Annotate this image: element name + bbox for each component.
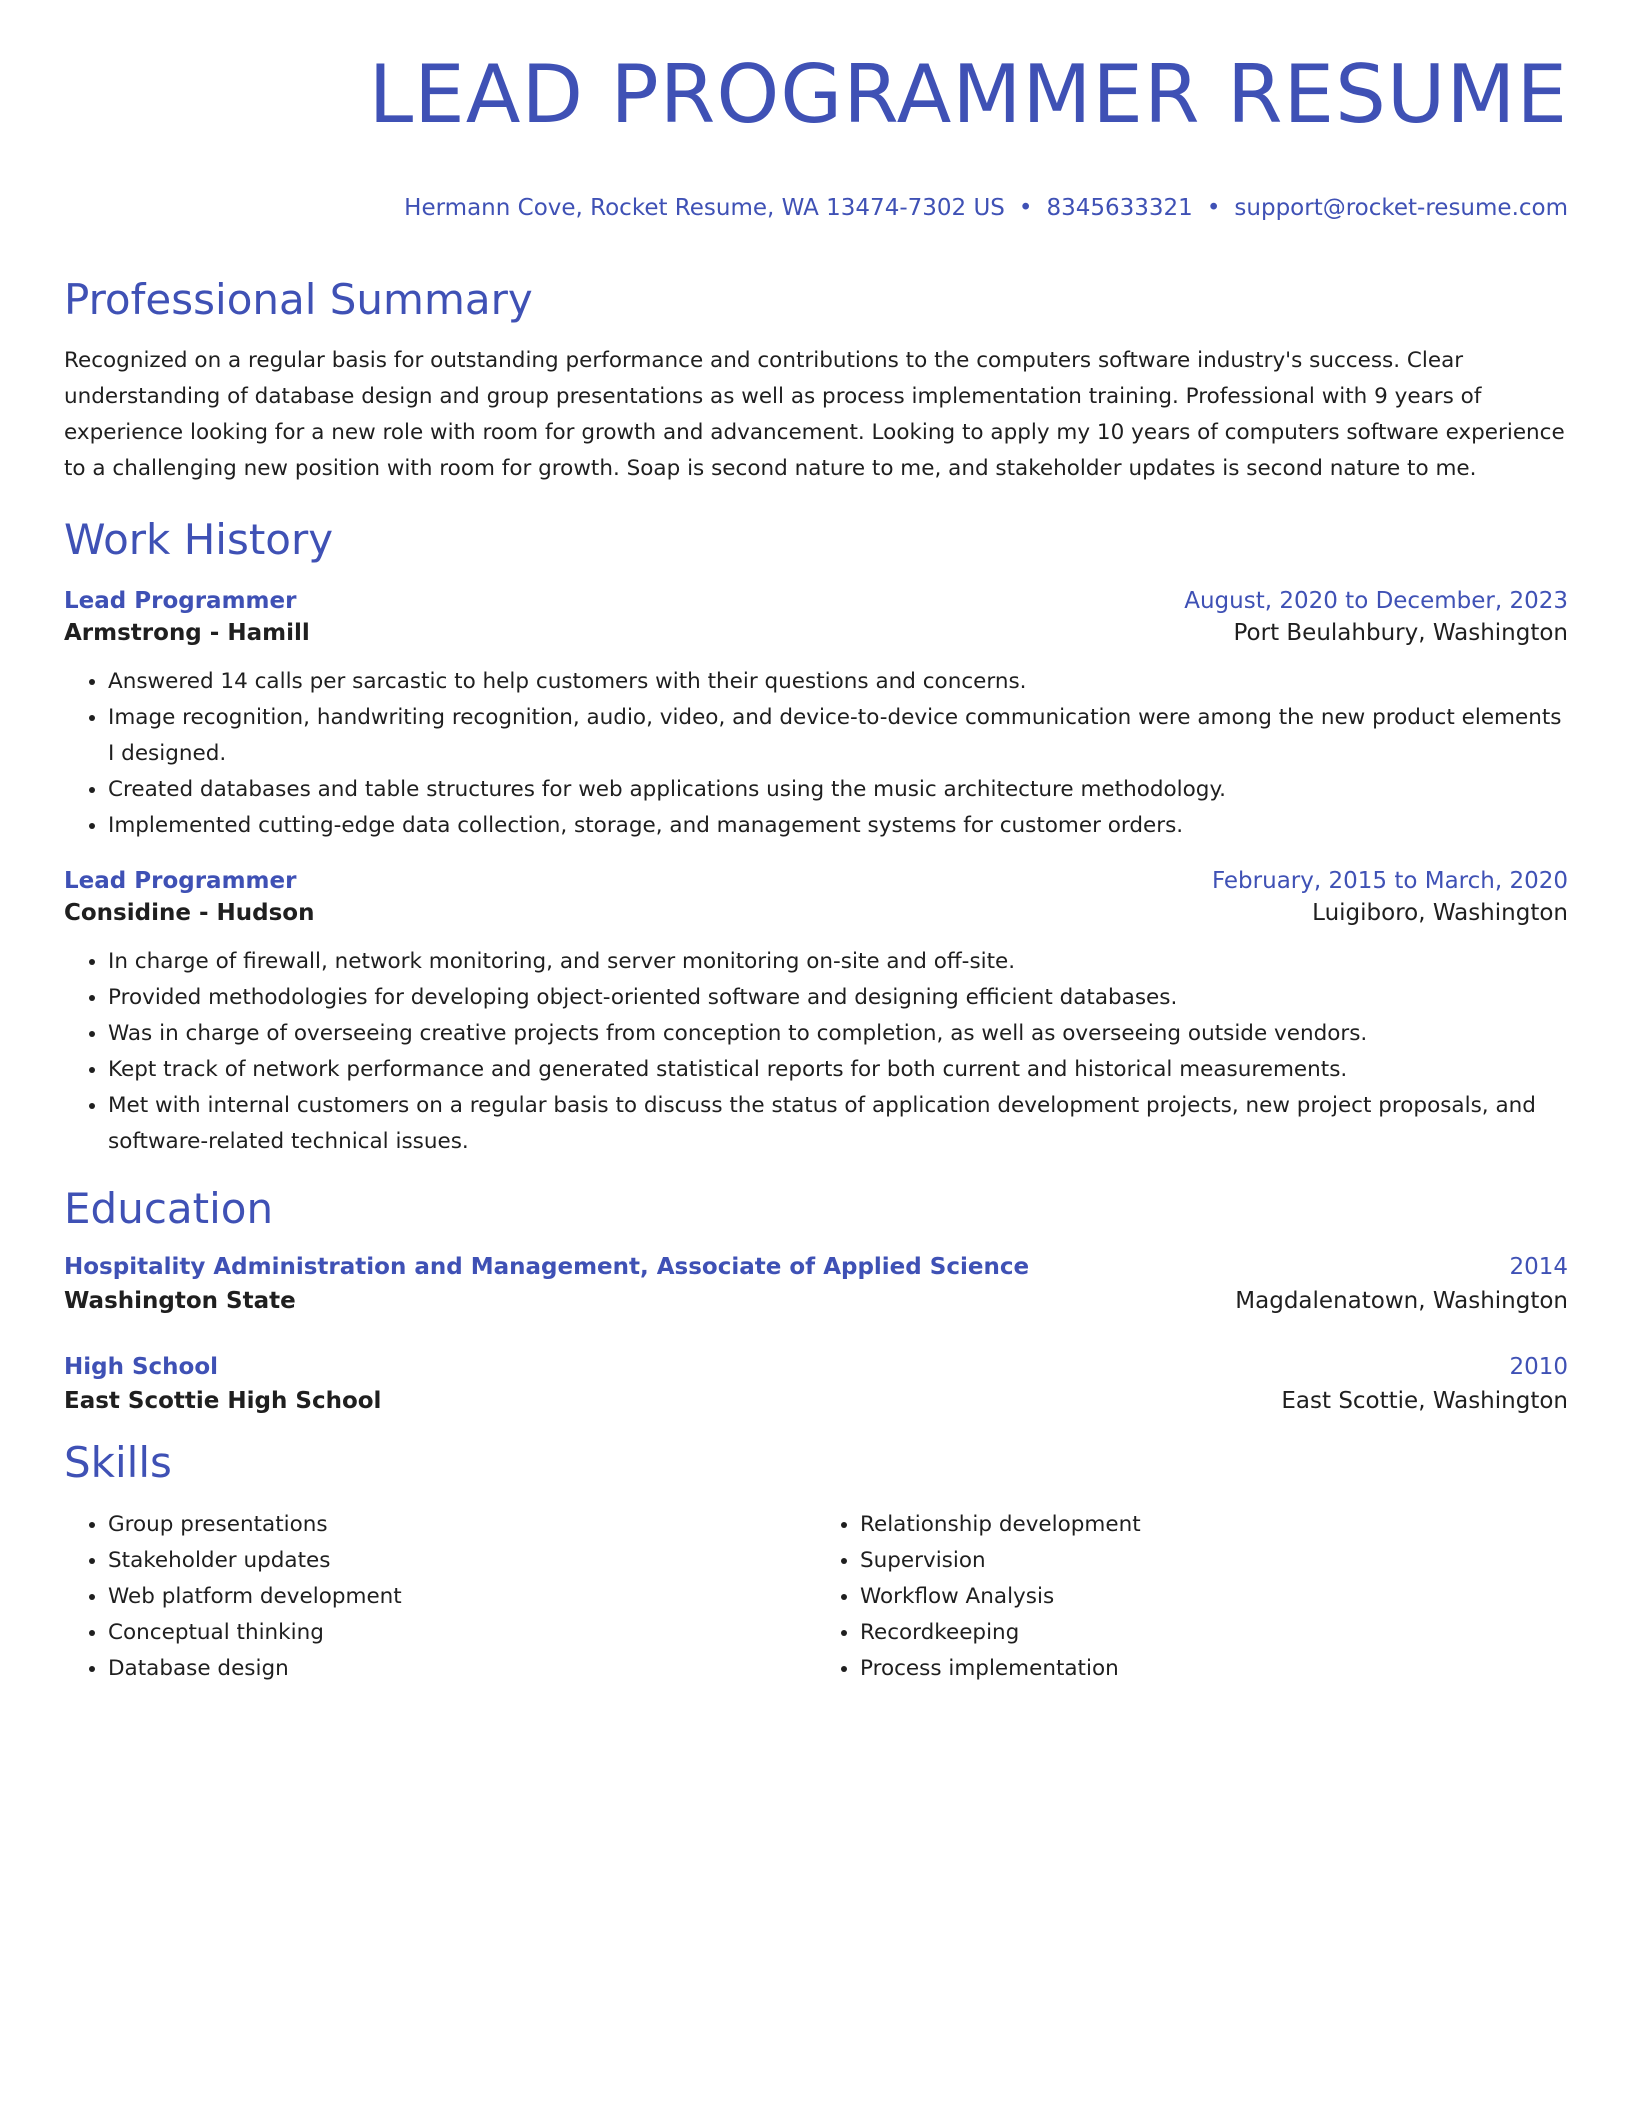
- education-year: 2014: [1509, 1254, 1568, 1281]
- skills-list-right: [816, 1507, 1568, 1687]
- job-bullet: • Provided methodologies for developing object-oriented software and designing efficient databases.: [108, 980, 1568, 1016]
- education-degree: High School: [64, 1354, 219, 1381]
- job-bullet: • Image recognition, handwriting recognition, audio, video, and device-to-device communication were among the new product elements I designed.: [108, 700, 1568, 772]
- job-company: Armstrong - Hamill: [64, 619, 310, 646]
- contact-email[interactable]: support@rocket-resume.com: [1234, 195, 1568, 221]
- work-history-heading: Work History: [64, 515, 334, 565]
- skill-item: • Process implementation: [860, 1651, 1568, 1687]
- education-year: 2010: [1509, 1354, 1568, 1381]
- job-bullet: • In charge of firewall, network monitoring, and server monitoring on-site and off-site.: [108, 944, 1568, 980]
- contact-separator: •: [1018, 195, 1033, 221]
- skill-item: • Stakeholder updates: [108, 1543, 816, 1579]
- skill-item: • Workflow Analysis: [860, 1579, 1568, 1615]
- job-title: Lead Programmer: [64, 867, 297, 894]
- summary-text: Recognized on a regular basis for outstanding performance and contributions to the computers software industry's success. Clear understanding of database design and group presentations as well as process implementation training. Professional with 9 years of experience looking for a new role with room for growth and advancement. Looking to apply my 10 years of computers software experience to a challenging new position with room for growth. Soap is second nature to me, and stakeholder updates is second nature to me.: [64, 348, 1565, 482]
- job-entry: [64, 588, 1568, 844]
- education-location: East Scottie, Washington: [1281, 1388, 1568, 1415]
- skill-item: • Supervision: [860, 1543, 1568, 1579]
- education-school-row: [64, 1388, 1568, 1414]
- education-entry: [64, 1254, 1568, 1314]
- skill-item: • Recordkeeping: [860, 1615, 1568, 1651]
- skills-list-left: [64, 1507, 816, 1687]
- education-school: East Scottie High School: [64, 1388, 382, 1415]
- skill-item: • Database design: [108, 1651, 816, 1687]
- job-bullet: • Answered 14 calls per sarcastic to help customers with their questions and concerns.: [108, 664, 1568, 700]
- job-dates: August, 2020 to December, 2023: [1184, 587, 1568, 614]
- contact-line: [64, 195, 1568, 225]
- skill-item: • Conceptual thinking: [108, 1615, 816, 1651]
- job-location: Luigiboro, Washington: [1312, 899, 1568, 926]
- contact-address: Hermann Cove, Rocket Resume, WA 13474-7302 US: [404, 195, 1005, 221]
- job-bullet: • Created databases and table structures for web applications using the music architecture methodology.: [108, 772, 1568, 808]
- education-header-row: [64, 1254, 1568, 1280]
- job-company: Considine - Hudson: [64, 899, 315, 926]
- job-company-row: [64, 620, 1568, 646]
- job-entry: [64, 868, 1568, 1160]
- job-bullet: • Met with internal customers on a regular basis to discuss the status of application development projects, new project proposals, and software-related technical issues.: [108, 1088, 1568, 1160]
- skill-item: • Relationship development: [860, 1507, 1568, 1543]
- skill-item: • Web platform development: [108, 1579, 816, 1615]
- contact-separator: •: [1206, 195, 1221, 221]
- job-header-row: [64, 588, 1568, 614]
- education-location: Magdalenatown, Washington: [1235, 1288, 1568, 1315]
- skill-item: • Group presentations: [108, 1507, 816, 1543]
- job-header-row: [64, 868, 1568, 894]
- education-degree: Hospitality Administration and Management, Associate of Applied Science: [64, 1254, 1030, 1281]
- education-heading: Education: [64, 1183, 274, 1233]
- skills-heading: Skills: [64, 1438, 172, 1488]
- job-company-row: [64, 900, 1568, 926]
- job-bullets: [64, 944, 1568, 1160]
- job-bullets: [64, 664, 1568, 844]
- education-school-row: [64, 1288, 1568, 1314]
- education-entry: [64, 1354, 1568, 1414]
- job-bullet: • Implemented cutting-edge data collection, storage, and management systems for customer orders.: [108, 808, 1568, 844]
- job-dates: February, 2015 to March, 2020: [1211, 867, 1568, 894]
- job-bullet: • Was in charge of overseeing creative projects from conception to completion, as well as overseeing outside vendors.: [108, 1016, 1568, 1052]
- job-location: Port Beulahbury, Washington: [1233, 619, 1568, 646]
- job-title: Lead Programmer: [64, 587, 297, 614]
- education-school: Washington State: [64, 1288, 296, 1315]
- education-header-row: [64, 1354, 1568, 1380]
- job-bullet: • Kept track of network performance and generated statistical reports for both current and historical measurements.: [108, 1052, 1568, 1088]
- summary-heading: Professional Summary: [64, 275, 533, 324]
- resume-title: LEAD PROGRAMMER RESUME: [368, 48, 1568, 141]
- skills-columns: [64, 1507, 1568, 1687]
- contact-phone: 8345633321: [1046, 195, 1193, 221]
